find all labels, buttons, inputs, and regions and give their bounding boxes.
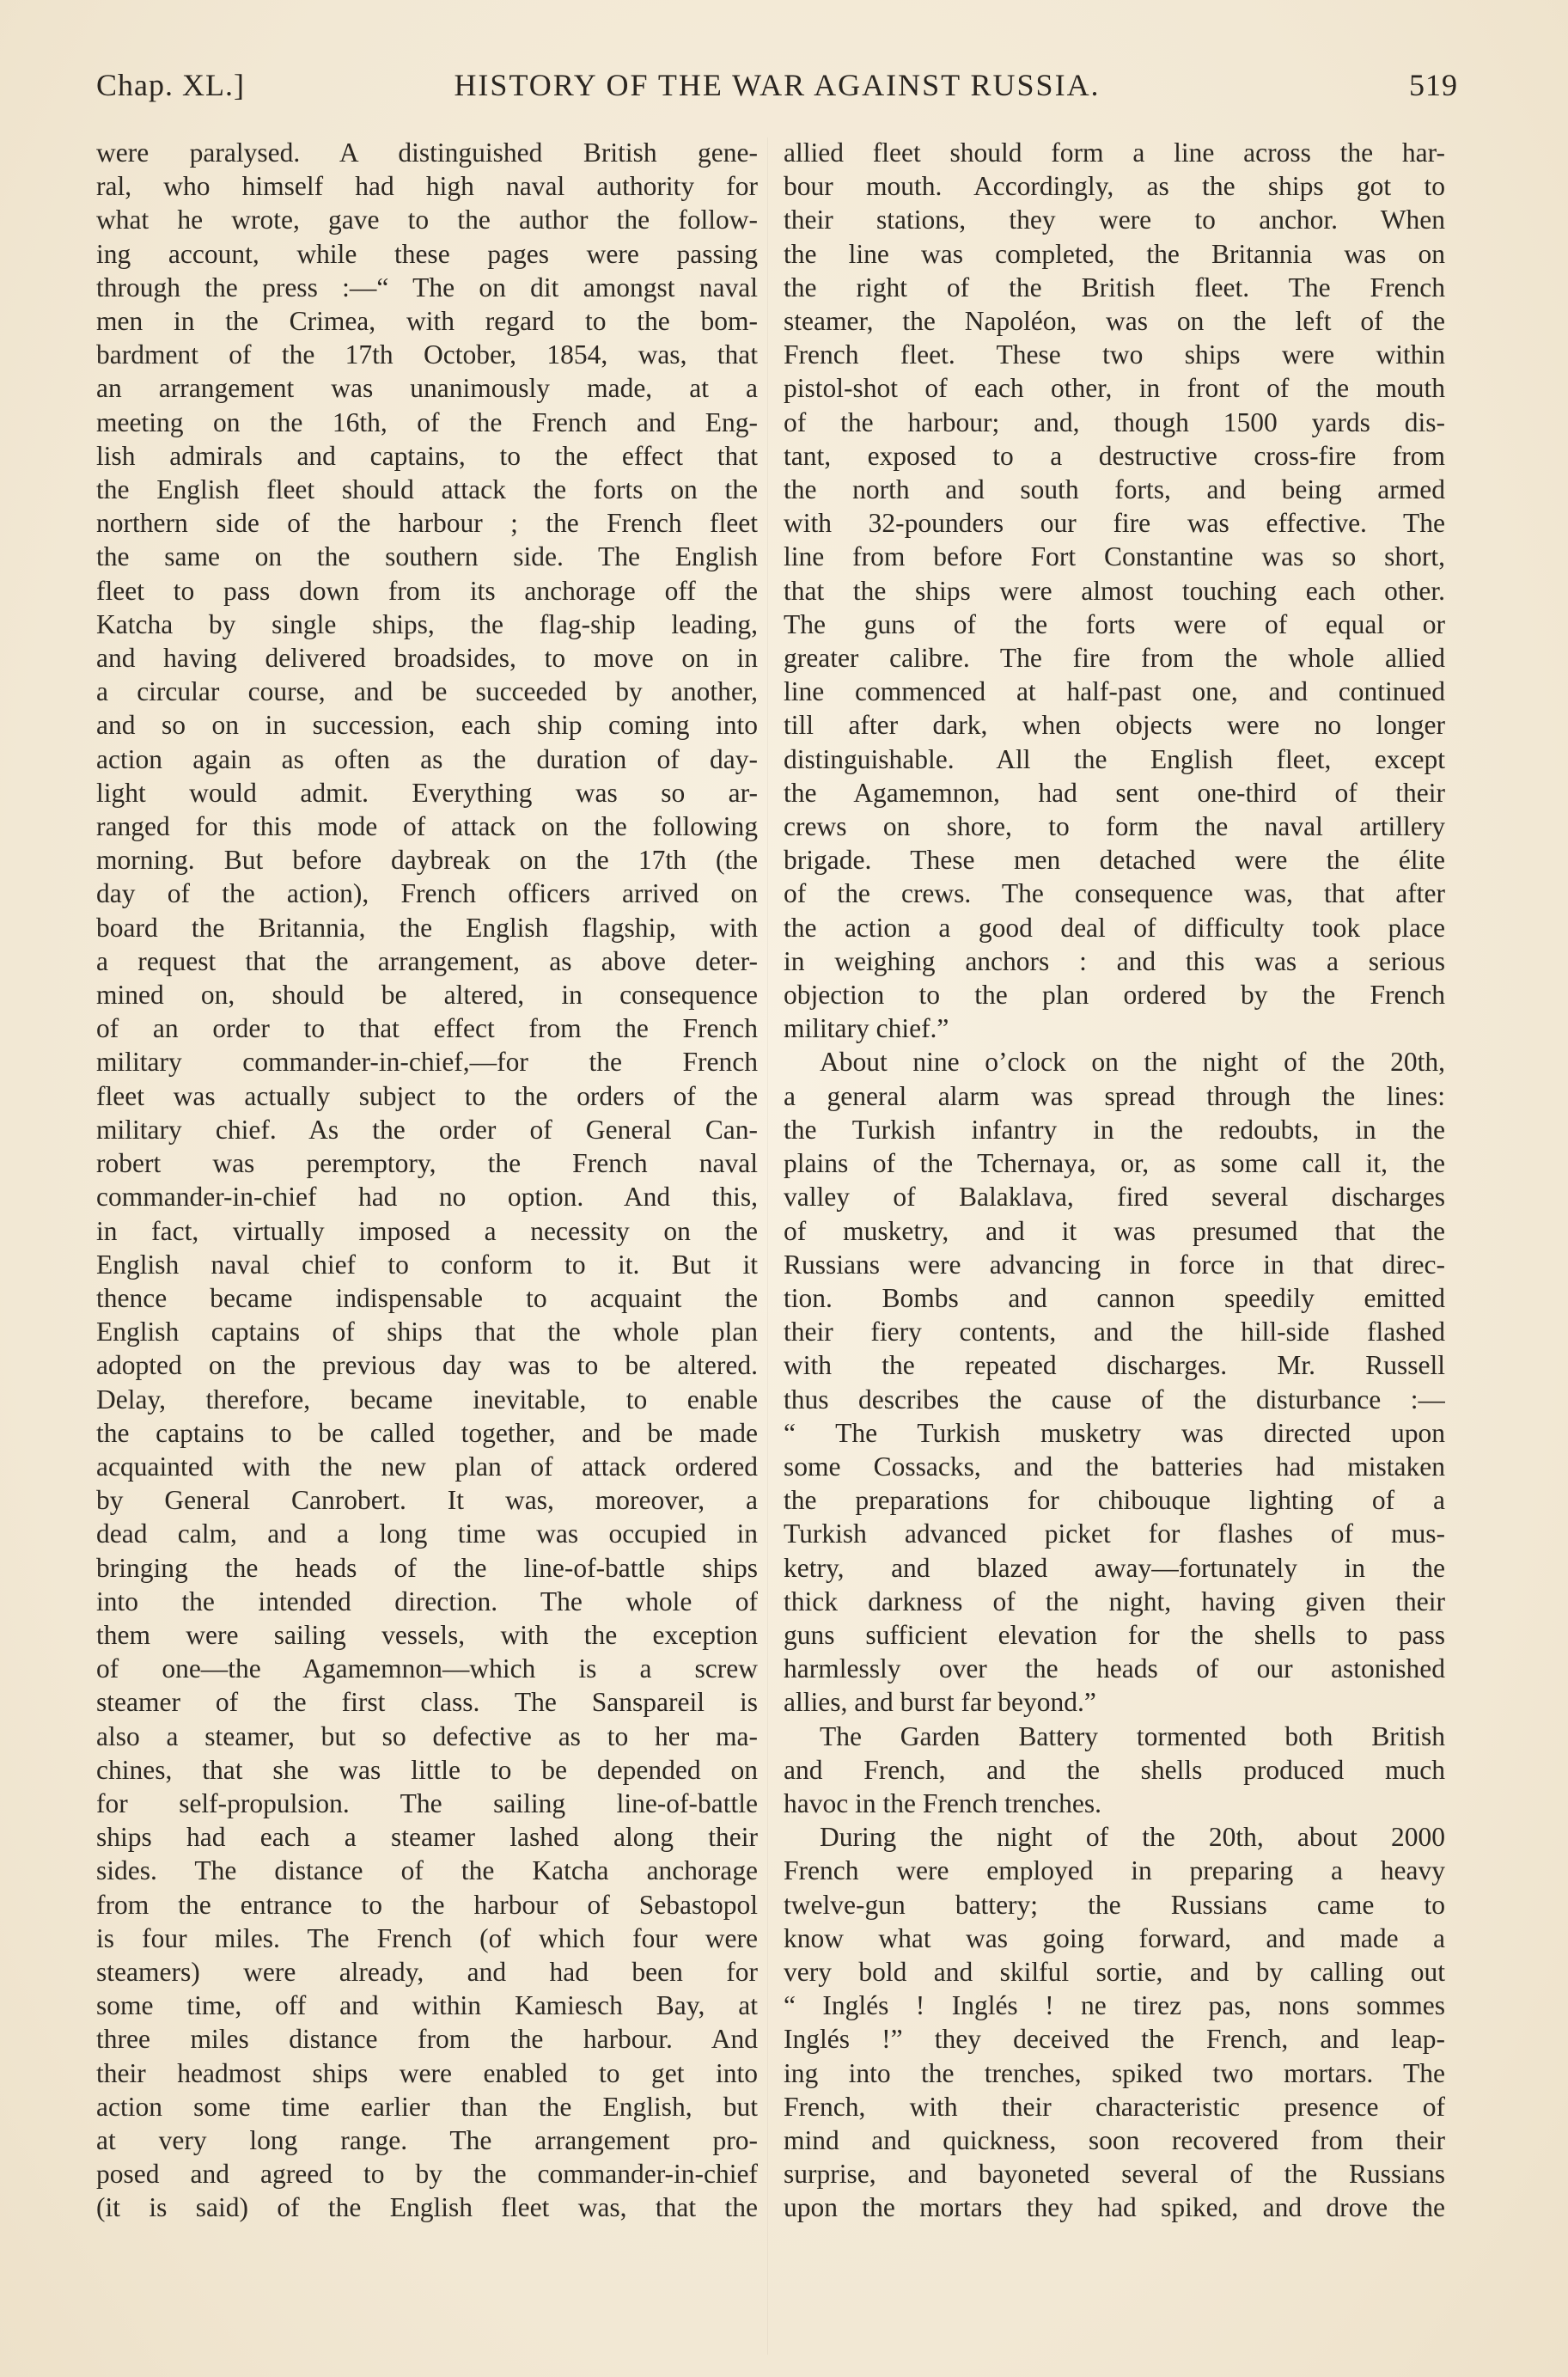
text-line: steamers) were already, and had been for <box>96 1956 758 1987</box>
text-line: the same on the southern side. The English <box>96 541 758 572</box>
text-line: bardment of the 17th October, 1854, was, that <box>96 339 758 370</box>
text-line: upon the mortars they had spiked, and drove the <box>784 2192 1445 2223</box>
text-line: the preparations for chibouque lighting of a <box>784 1485 1445 1516</box>
text-line: a general alarm was spread through the lines: <box>784 1080 1445 1111</box>
text-line: Turkish advanced picket for flashes of mus- <box>784 1518 1445 1549</box>
text-line: till after dark, when objects were no longer <box>784 710 1445 741</box>
text-line: some time, off and within Kamiesch Bay, at <box>96 1990 758 2021</box>
text-line: the north and south forts, and being armed <box>784 474 1445 505</box>
text-line: with 32-pounders our fire was effective. The <box>784 508 1445 539</box>
text-line: guns sufficient elevation for the shells to pass <box>784 1619 1445 1650</box>
text-line: know what was going forward, and made a <box>784 1922 1445 1953</box>
text-line: ing account, while these pages were passing <box>96 238 758 269</box>
text-line: them were sailing vessels, with the exception <box>96 1619 758 1650</box>
text-line: the Turkish infantry in the redoubts, in the <box>784 1114 1445 1145</box>
text-line: from the entrance to the harbour of Sebastopol <box>96 1889 758 1920</box>
text-line: surprise, and bayoneted several of the Russians <box>784 2159 1445 2190</box>
text-line: the captains to be called together, and be made <box>96 1417 758 1448</box>
text-line: their fiery contents, and the hill-side flashed <box>784 1317 1445 1347</box>
text-line: a request that the arrangement, as above deter- <box>96 945 758 976</box>
text-line: distinguishable. All the English fleet, except <box>784 743 1445 774</box>
text-line: valley of Balaklava, fired several discharges <box>784 1182 1445 1213</box>
text-line: the action a good deal of difficulty took place <box>784 912 1445 943</box>
left-column <box>96 136 758 2225</box>
text-line: meeting on the 16th, of the French and Eng- <box>96 406 758 437</box>
text-line: Delay, therefore, became inevitable, to enable <box>96 1384 758 1415</box>
text-line: action some time earlier than the English, but <box>96 2091 758 2122</box>
text-line: The guns of the forts were of equal or <box>784 608 1445 639</box>
text-line: mind and quickness, soon recovered from their <box>784 2124 1445 2155</box>
text-line: also a steamer, but so defective as to her ma- <box>96 1720 758 1751</box>
text-line: light would admit. Everything was so ar- <box>96 777 758 808</box>
text-line: and so on in succession, each ship coming into <box>96 710 758 741</box>
text-line: some Cossacks, and the batteries had mistaken <box>784 1451 1445 1482</box>
text-line: with the repeated discharges. Mr. Russell <box>784 1350 1445 1381</box>
text-line: dead calm, and a long time was occupied in <box>96 1518 758 1549</box>
text-line: twelve-gun battery; the Russians came to <box>784 1889 1445 1920</box>
text-line: “ Inglés ! Inglés ! ne tirez pas, nons sommes <box>784 1990 1445 2021</box>
text-line: bour mouth. Accordingly, as the ships got to <box>784 171 1445 202</box>
text-line: ranged for this mode of attack on the following <box>96 811 758 842</box>
text-line: of an order to that effect from the French <box>96 1013 758 1044</box>
text-line: line commenced at half-past one, and continued <box>784 676 1445 707</box>
text-line: of the crews. The consequence was, that after <box>784 878 1445 909</box>
text-line: fleet to pass down from its anchorage off the <box>96 575 758 606</box>
text-line: line from before Fort Constantine was so short, <box>784 541 1445 572</box>
text-line: an arrangement was unanimously made, at a <box>96 373 758 404</box>
text-line: and having delivered broadsides, to move on in <box>96 643 758 674</box>
right-column <box>784 136 1445 2225</box>
text-line: ral, who himself had high naval authority for <box>96 171 758 202</box>
text-line: thus describes the cause of the disturbance :— <box>784 1384 1445 1415</box>
text-line: the English fleet should attack the forts on the <box>96 474 758 505</box>
chapter-label: Chap. XL.] <box>96 68 245 102</box>
text-line: During the night of the 20th, about 2000 <box>820 1822 1445 1853</box>
text-line: the Agamemnon, had sent one-third of their <box>784 777 1445 808</box>
text-line: and French, and the shells produced much <box>784 1754 1445 1785</box>
text-line: military chief. As the order of General Can- <box>96 1114 758 1145</box>
text-line: of one—the Agamemnon—which is a screw <box>96 1653 758 1684</box>
text-line: posed and agreed to by the commander-in-chief <box>96 2159 758 2190</box>
text-line: chines, that she was little to be depended on <box>96 1754 758 1785</box>
text-line: of musketry, and it was presumed that the <box>784 1215 1445 1246</box>
text-line: board the Britannia, the English flagship, with <box>96 912 758 943</box>
text-line: French were employed in preparing a heavy <box>784 1855 1445 1886</box>
text-line: military commander-in-chief,—for the French <box>96 1047 758 1078</box>
text-line: plains of the Tchernaya, or, as some call it, the <box>784 1148 1445 1179</box>
text-line: English captains of ships that the whole plan <box>96 1317 758 1347</box>
text-line: adopted on the previous day was to be altered. <box>96 1350 758 1381</box>
text-line: what he wrote, gave to the author the follow- <box>96 205 758 235</box>
text-line: tant, exposed to a destructive cross-fire from <box>784 440 1445 471</box>
text-line: action again as often as the duration of day- <box>96 743 758 774</box>
text-line: ketry, and blazed away—fortunately in the <box>784 1552 1445 1583</box>
text-line: by General Canrobert. It was, moreover, a <box>96 1485 758 1516</box>
text-line: tion. Bombs and cannon speedily emitted <box>784 1282 1445 1313</box>
text-line: very bold and skilful sortie, and by calling out <box>784 1956 1445 1987</box>
text-line: acquainted with the new plan of attack ordered <box>96 1451 758 1482</box>
text-line: morning. But before daybreak on the 17th (the <box>96 845 758 876</box>
text-line: commander-in-chief had no option. And this, <box>96 1182 758 1213</box>
text-line: in fact, virtually imposed a necessity on the <box>96 1215 758 1246</box>
text-line: thick darkness of the night, having given their <box>784 1586 1445 1616</box>
text-line: allies, and burst far beyond.” <box>784 1687 1096 1718</box>
text-line: day of the action), French officers arrived on <box>96 878 758 909</box>
text-line: the line was completed, the Britannia was on <box>784 238 1445 269</box>
text-line: the right of the British fleet. The French <box>784 272 1445 302</box>
text-line: military chief.” <box>784 1013 949 1044</box>
text-line: steamer of the first class. The Sanspareil is <box>96 1687 758 1718</box>
text-line: Inglés !” they deceived the French, and leap- <box>784 2024 1445 2055</box>
text-line: French fleet. These two ships were within <box>784 339 1445 370</box>
text-line: crews on shore, to form the naval artillery <box>784 811 1445 842</box>
text-line: were paralysed. A distinguished British gene- <box>96 137 758 168</box>
text-line: objection to the plan ordered by the French <box>784 980 1445 1011</box>
text-line: fleet was actually subject to the orders of the <box>96 1080 758 1111</box>
text-line: for self-propulsion. The sailing line-of-battle <box>96 1787 758 1818</box>
running-head <box>96 67 1458 119</box>
text-line: of the harbour; and, though 1500 yards dis- <box>784 406 1445 437</box>
text-line: The Garden Battery tormented both British <box>820 1720 1445 1751</box>
text-line: into the intended direction. The whole of <box>96 1586 758 1616</box>
text-line: northern side of the harbour ; the French fleet <box>96 508 758 539</box>
text-line: bringing the heads of the line-of-battle ships <box>96 1552 758 1583</box>
text-line: thence became indispensable to acquaint the <box>96 1282 758 1313</box>
text-line: Russians were advancing in force in that direc- <box>784 1249 1445 1280</box>
text-line: their stations, they were to anchor. When <box>784 205 1445 235</box>
column-gutter <box>767 137 768 2355</box>
text-line: “ The Turkish musketry was directed upon <box>784 1417 1445 1448</box>
text-line: greater calibre. The fire from the whole allied <box>784 643 1445 674</box>
text-line: steamer, the Napoléon, was on the left of the <box>784 306 1445 337</box>
text-line: havoc in the French trenches. <box>784 1787 1101 1818</box>
text-line: lish admirals and captains, to the effect that <box>96 440 758 471</box>
page-number: 519 <box>1409 68 1458 102</box>
text-line: a circular course, and be succeeded by another, <box>96 676 758 707</box>
text-line: at very long range. The arrangement pro- <box>96 2124 758 2155</box>
text-line: (it is said) of the English fleet was, that the <box>96 2192 758 2223</box>
page-title: HISTORY OF THE WAR AGAINST RUSSIA. <box>454 68 1101 102</box>
text-line: their headmost ships were enabled to get into <box>96 2057 758 2088</box>
text-line: through the press :—“ The on dit amongst naval <box>96 272 758 302</box>
text-line: brigade. These men detached were the élite <box>784 845 1445 876</box>
text-line: harmlessly over the heads of our astonished <box>784 1653 1445 1684</box>
text-line: allied fleet should form a line across the har- <box>784 137 1445 168</box>
text-line: is four miles. The French (of which four were <box>96 1922 758 1953</box>
text-line: ing into the trenches, spiked two mortars. The <box>784 2057 1445 2088</box>
text-line: that the ships were almost touching each other. <box>784 575 1445 606</box>
text-line: in weighing anchors : and this was a serious <box>784 945 1445 976</box>
text-line: mined on, should be altered, in consequence <box>96 980 758 1011</box>
text-line: About nine o’clock on the night of the 20th, <box>820 1047 1445 1078</box>
text-line: ships had each a steamer lashed along their <box>96 1822 758 1853</box>
text-line: sides. The distance of the Katcha anchorage <box>96 1855 758 1886</box>
text-line: French, with their characteristic presence of <box>784 2091 1445 2122</box>
text-line: pistol-shot of each other, in front of the mouth <box>784 373 1445 404</box>
text-line: robert was peremptory, the French naval <box>96 1148 758 1179</box>
text-line: Katcha by single ships, the flag-ship leading, <box>96 608 758 639</box>
text-line: English naval chief to conform to it. But it <box>96 1249 758 1280</box>
text-line: men in the Crimea, with regard to the bom- <box>96 306 758 337</box>
text-line: three miles distance from the harbour. And <box>96 2024 758 2055</box>
